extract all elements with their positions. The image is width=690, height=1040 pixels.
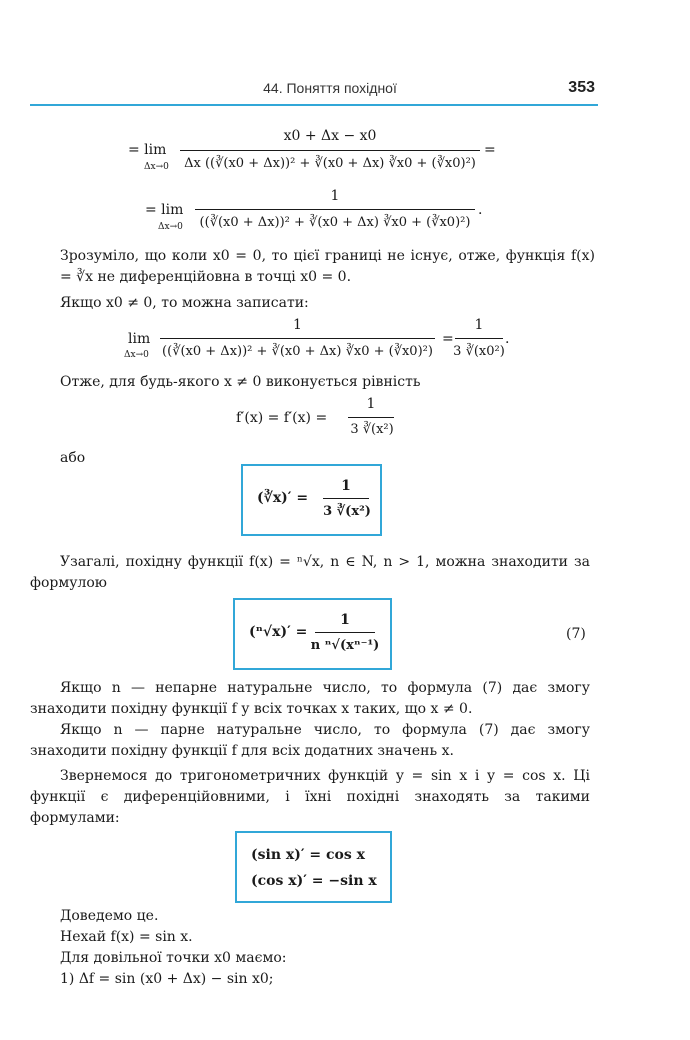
eq1-line2-sub: Δx→0 [158,222,183,232]
eq3-left: f′(x) = f′(x) = [236,410,328,426]
paragraph-7: Якщо n — парне натуральне число, то формула (7) дає змогу знаходити похідну функції f для всіх додатних значень x. [30,722,590,759]
box2-left: (ⁿ√x)′ = [249,624,308,640]
eq2-period: . [505,331,510,347]
eq2-right-denominator: 3 ∛(x0²) [453,344,505,359]
box1-fraction-bar [323,498,369,499]
eq1-line2-denominator: ((∛(x0 + Δx))² + ∛(x0 + Δx) ∛x0 + (∛x0)²) [199,215,471,230]
eq1-line1-fraction-bar [180,150,480,151]
box1-denominator: 3 ∛(x²) [323,504,371,519]
box3-line1: (sin x)′ = cos x [251,847,365,863]
header-rule [30,104,598,106]
formula-label-7: (7) [566,626,586,642]
eq1-line1-numerator: x0 + Δx − x0 [283,128,377,144]
eq2-right-fraction-bar [455,338,503,339]
formula-box-nth-root [233,598,392,670]
paragraph-8: Звернемося до тригонометричних функцій y = sin x і y = cos x. Ці функції є диференційовними, і їхні похідні знаходять за такими формулами: [30,768,590,826]
eq2-denominator: ((∛(x0 + Δx))² + ∛(x0 + Δx) ∛x0 + (∛x0)²) [162,344,433,359]
eq1-line2-fraction-bar [195,209,475,210]
paragraph-3: Отже, для будь-якого x ≠ 0 виконується рівність [60,374,421,390]
box1-numerator: 1 [341,478,351,494]
box3-line2: (cos x)′ = −sin x [251,873,377,889]
paragraph-5: Узагалі, похідну функції f(x) = ⁿ√x, n ∈ N, n > 1, можна знаходити за формулою [30,554,590,591]
eq2-right-numerator: 1 [474,317,484,333]
eq3-fraction-bar [348,417,394,418]
eq3-numerator: 1 [366,396,376,412]
eq2-sub: Δx→0 [124,350,149,360]
eq1-line1-sub: Δx→0 [144,162,169,172]
eq1-line1-denominator: Δx ((∛(x0 + Δx))² + ∛(x0 + Δx) ∛x0 + (∛x0)²) [184,156,476,171]
paragraph-6: Якщо n — непарне натуральне число, то формула (7) дає змогу знаходити похідну функції f у всіх точках x таких, що x ≠ 0. [30,680,590,717]
page-number: 353 [568,79,595,96]
eq1-line2-right: . [478,202,483,218]
eq1-line2-numerator: 1 [330,188,340,204]
paragraph-1: Зрозуміло, що коли x0 = 0, то цієї границі не існує, отже, функція f(x) = ∛x не диференційовна в точці x0 = 0. [60,248,595,285]
eq1-line1-left: = lim [128,142,167,158]
paragraph-9: Доведемо це. [60,908,159,924]
paragraph-4: або [60,450,86,466]
formula-box-cube-root [241,464,382,536]
eq2-fraction-bar [160,338,435,339]
paragraph-12: 1) Δf = sin (x0 + Δx) − sin x0; [60,971,274,987]
eq1-line2-left: = lim [145,202,184,218]
eq2-numerator: 1 [293,317,302,333]
eq2-lim: lim [128,331,151,347]
eq1-line1-right: = [484,142,496,158]
box2-denominator: n ⁿ√(xⁿ⁻¹) [310,638,380,653]
paragraph-2: Якщо x0 ≠ 0, то можна записати: [60,295,309,311]
eq2-equals: = [442,331,454,347]
box1-left: (∛x)′ = [257,490,309,506]
formula-box-trig [235,831,392,903]
eq3-denominator: 3 ∛(x²) [350,422,394,437]
paragraph-11: Для довільної точки x0 маємо: [60,950,287,966]
box2-fraction-bar [315,632,375,633]
page-header-title: 44. Поняття похідної [263,80,397,96]
paragraph-10: Нехай f(x) = sin x. [60,929,193,945]
box2-numerator: 1 [340,612,350,628]
